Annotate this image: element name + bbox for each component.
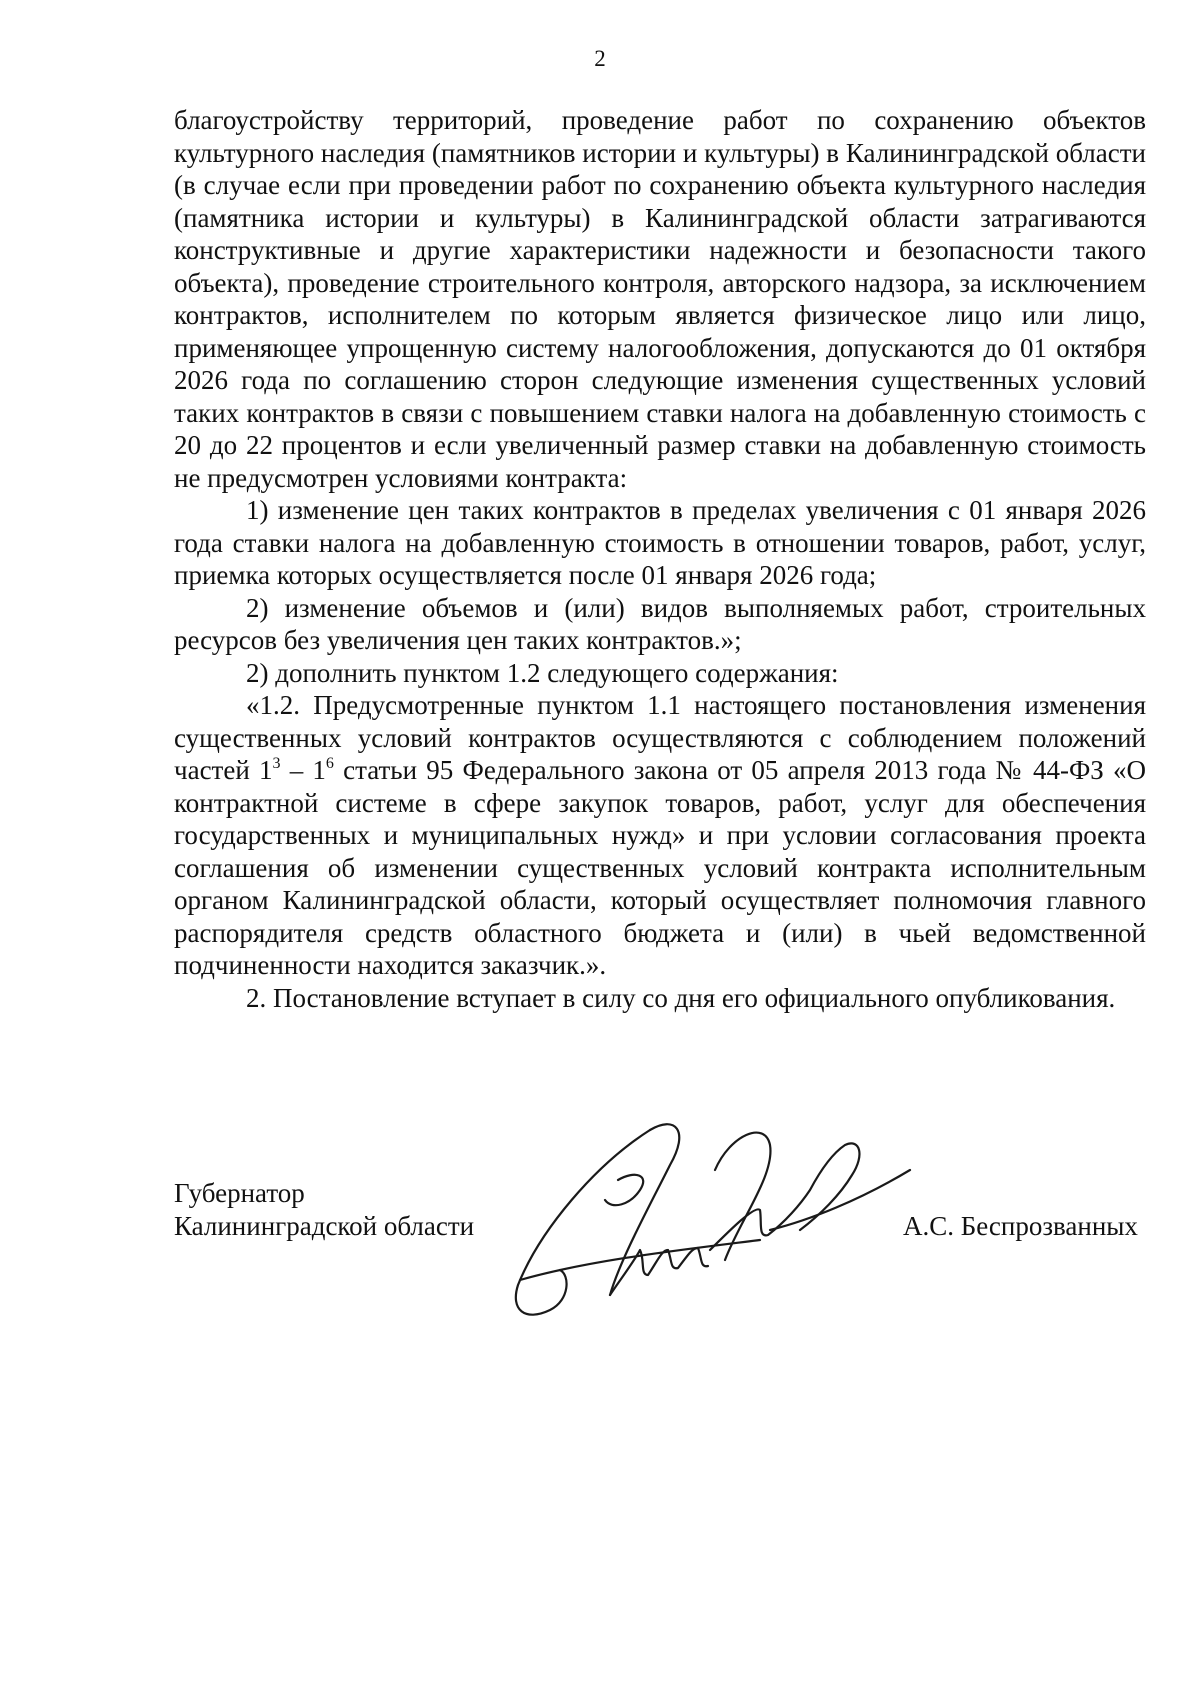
paragraph-amendment-2: 2) дополнить пунктом 1.2 следующего содержания: xyxy=(246,657,839,688)
superscript-from: 3 xyxy=(272,755,281,772)
signatory-title-line-1: Губернатор xyxy=(174,1178,305,1208)
clause-text-before: «1.2. Предусмотренные пунктом 1.1 настоящего постановления изменения существенных условий контрактов осуществляются с соблюдением положений частей 1 xyxy=(174,690,1146,785)
paragraph-item-1: 1) изменение цен таких контрактов в пределах увеличения с 01 января 2026 года ставки налога на добавленную стоимость в отношении товаров, работ, услуг, приемка которых осуществляется после 01 января 2026 года; xyxy=(174,495,1146,590)
signatory-title-line-2: Калининградской области xyxy=(174,1210,475,1241)
document-body xyxy=(174,104,1146,1014)
paragraph-continuation: благоустройству территорий, проведение работ по сохранению объектов культурного наследия (памятников истории и культуры) в Калининградской области (в случае если при проведении работ по сохранению объекта культурного наследия (памятника истории и культуры) в Калининградской области затрагиваются конструктивные и другие характеристики надежности и безопасности такого объекта), проведение строительного контроля, авторского надзора, за исключением контрактов, исполнителем по которым является физическое лицо или лицо, применяющее упрощенную систему налогообложения, допускаются до 01 октября 2026 года по соглашению сторон следующие изменения существенных условий таких контрактов в связи с повышением ставки налога на добавленную стоимость с 20 до 22 процентов и если увеличенный размер ставки на добавленную стоимость не предусмотрен условиями контракта: xyxy=(174,105,1146,493)
clause-dash: – 1 xyxy=(280,755,326,785)
clause-text-after: статьи 95 Федерального закона от 05 апреля 2013 года № 44-ФЗ «О контрактной системе в сфере закупок товаров, работ, услуг для обеспечения государственных и муниципальных нужд» и при условии согласования проекта соглашения об изменении существенных условий контракта исполнительным органом Калининградской области, который осуществляет полномочия главного распорядителя средств областного бюджета и (или) в чьей ведомственной подчиненности находится заказчик.». xyxy=(174,755,1147,980)
handwritten-signature xyxy=(500,1110,940,1330)
signatory-title xyxy=(174,1177,474,1242)
page-number: 2 xyxy=(594,46,606,71)
signatory-name: А.С. Беспрозванных xyxy=(903,1211,1138,1241)
superscript-to: 6 xyxy=(325,755,334,772)
paragraph-item-2: 2) изменение объемов и (или) видов выполняемых работ, строительных ресурсов без увеличения цен таких контрактов.»; xyxy=(174,592,1146,655)
paragraph-clause-1-2 xyxy=(174,689,1146,982)
paragraph-effective-date: 2. Постановление вступает в силу со дня его официального опубликования. xyxy=(246,982,1116,1013)
